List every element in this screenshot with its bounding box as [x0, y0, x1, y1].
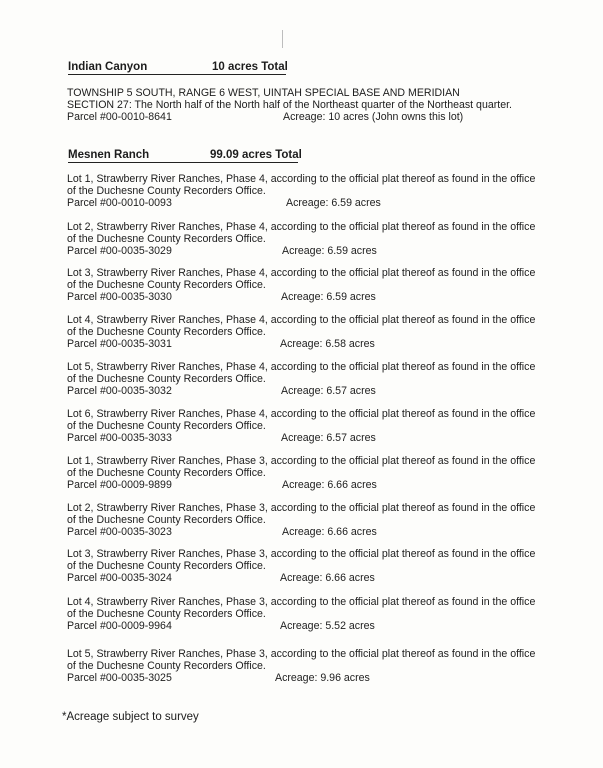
acreage: Acreage: 10 acres (John owns this lot)	[283, 110, 464, 123]
parcel-number: Parcel #00-0009-9964	[67, 619, 172, 632]
parcel-number: Parcel #00-0035-3029	[67, 244, 172, 257]
lot-description: Lot 1, Strawberry River Ranches, Phase 3, according to the official plat thereof as found in the office of the Duchesne County Recorders Office.	[67, 455, 536, 479]
section-name: Indian Canyon	[68, 61, 148, 73]
section-total: 99.09 acres Total	[210, 149, 302, 161]
acreage: Acreage: 6.66 acres	[282, 478, 377, 491]
lot-description: Lot 4, Strawberry River Ranches, Phase 4, according to the official plat thereof as found in the office of the Duchesne County Recorders Office.	[67, 314, 536, 338]
parcel-row	[67, 198, 537, 210]
list-item	[67, 597, 537, 633]
list-item	[67, 315, 537, 351]
acreage: Acreage: 6.58 acres	[280, 337, 375, 350]
parcel-number: Parcel #00-0035-3024	[67, 571, 172, 584]
acreage: Acreage: 5.52 acres	[280, 619, 375, 632]
lot-description: Lot 1, Strawberry River Ranches, Phase 4, according to the official plat thereof as found in the office of the Duchesne County Recorders Office.	[67, 173, 536, 197]
parcel-number: Parcel #00-0010-8641	[67, 110, 172, 123]
parcel-number: Parcel #00-0035-3030	[67, 290, 172, 303]
acreage: Acreage: 6.59 acres	[286, 196, 381, 209]
parcel-row	[67, 527, 537, 539]
acreage: Acreage: 6.59 acres	[281, 290, 376, 303]
lot-description: Lot 5, Strawberry River Ranches, Phase 4, according to the official plat thereof as found in the office of the Duchesne County Recorders Office.	[67, 361, 536, 385]
parcel-number: Parcel #00-0035-3023	[67, 525, 172, 538]
parcel-number: Parcel #00-0035-3031	[67, 337, 172, 350]
parcel-row	[67, 339, 537, 351]
heading-underline	[68, 162, 298, 163]
lot-description: Lot 3, Strawberry River Ranches, Phase 4, according to the official plat thereof as found in the office of the Duchesne County Recorders Office.	[67, 267, 536, 291]
township-line: TOWNSHIP 5 SOUTH, RANGE 6 WEST, UINTAH SPECIAL BASE AND MERIDIAN	[67, 87, 460, 99]
parcel-row	[67, 386, 537, 398]
footnote: *Acreage subject to survey	[62, 711, 199, 723]
parcel-number: Parcel #00-0035-3033	[67, 431, 172, 444]
acreage: Acreage: 6.66 acres	[280, 571, 375, 584]
section-line: SECTION 27: The North half of the North half of the Northeast quarter of the Northeast quarter.	[67, 98, 512, 111]
lot-description: Lot 2, Strawberry River Ranches, Phase 3, according to the official plat thereof as found in the office of the Duchesne County Recorders Office.	[67, 502, 536, 526]
lot-description: Lot 4, Strawberry River Ranches, Phase 3, according to the official plat thereof as found in the office of the Duchesne County Recorders Office.	[67, 596, 536, 620]
indian-canyon-description	[67, 88, 537, 124]
list-item	[67, 549, 537, 585]
lot-description: Lot 6, Strawberry River Ranches, Phase 4, according to the official plat thereof as found in the office of the Duchesne County Recorders Office.	[67, 408, 536, 432]
list-item	[67, 362, 537, 398]
lot-description: Lot 5, Strawberry River Ranches, Phase 3, according to the official plat thereof as found in the office of the Duchesne County Recorders Office.	[67, 648, 536, 672]
parcel-row	[67, 673, 537, 685]
parcel-row	[67, 112, 537, 124]
section-total: 10 acres Total	[212, 61, 288, 73]
acreage: Acreage: 6.59 acres	[282, 244, 377, 257]
acreage: Acreage: 6.57 acres	[281, 384, 376, 397]
list-item	[67, 456, 537, 492]
acreage: Acreage: 9.96 acres	[275, 671, 370, 684]
parcel-row	[67, 573, 537, 585]
list-item	[67, 222, 537, 258]
parcel-number: Parcel #00-0009-9899	[67, 478, 172, 491]
parcel-row	[67, 433, 537, 445]
list-item	[67, 174, 537, 210]
section-name: Mesnen Ranch	[68, 149, 150, 161]
indian-canyon-heading	[68, 61, 288, 75]
scan-artifact	[282, 30, 283, 48]
parcel-row	[67, 246, 537, 258]
parcel-row	[67, 621, 537, 633]
parcel-number: Parcel #00-0035-3025	[67, 671, 172, 684]
acreage: Acreage: 6.66 acres	[282, 525, 377, 538]
parcel-number: Parcel #00-0035-3032	[67, 384, 172, 397]
list-item	[67, 409, 537, 445]
parcel-row	[67, 480, 537, 492]
list-item	[67, 268, 537, 304]
list-item	[67, 649, 537, 685]
list-item	[67, 503, 537, 539]
mesnen-ranch-heading	[68, 149, 300, 163]
acreage: Acreage: 6.57 acres	[281, 431, 376, 444]
parcel-row	[67, 292, 537, 304]
heading-underline	[68, 74, 286, 75]
lot-description: Lot 2, Strawberry River Ranches, Phase 4, according to the official plat thereof as found in the office of the Duchesne County Recorders Office.	[67, 221, 536, 245]
parcel-number: Parcel #00-0010-0093	[67, 196, 172, 209]
lot-description: Lot 3, Strawberry River Ranches, Phase 3, according to the official plat thereof as found in the office of the Duchesne County Recorders Office.	[67, 548, 536, 572]
